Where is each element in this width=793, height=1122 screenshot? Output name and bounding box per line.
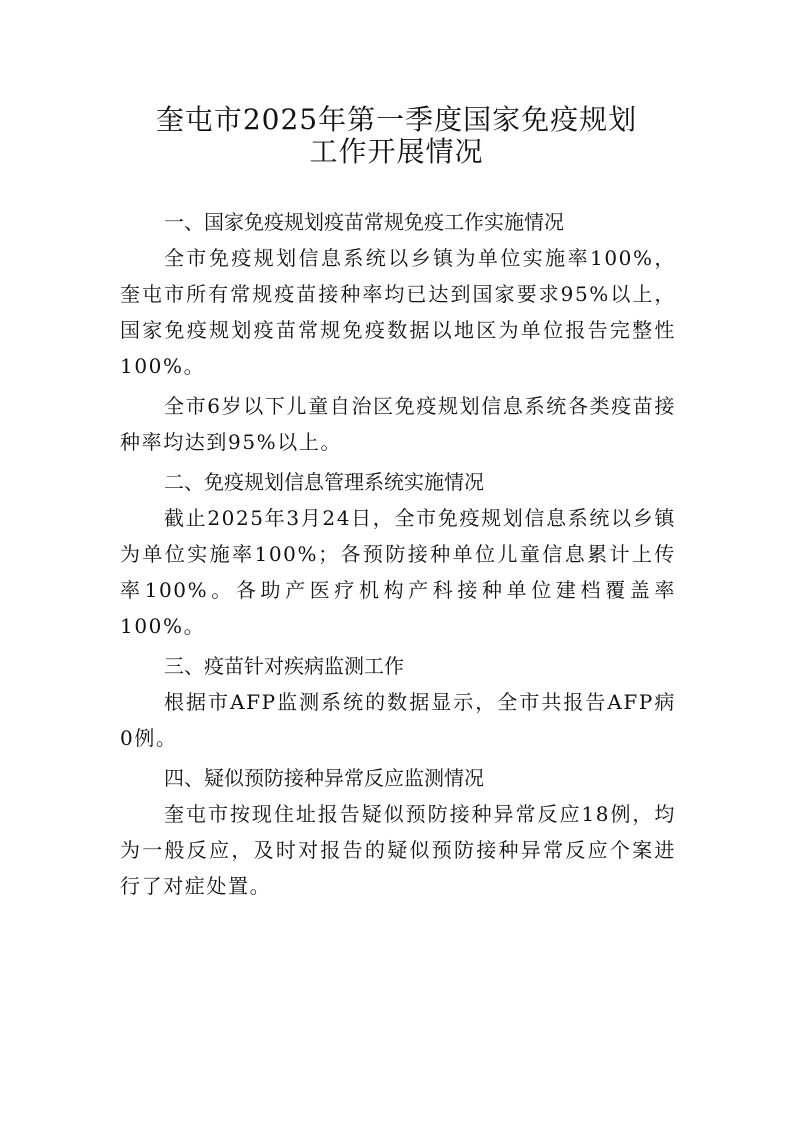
section-3 xyxy=(120,648,676,756)
section-2-paragraph-1: 截止2025年3月24日，全市免疫规划信息系统以乡镇为单位实施率100%；各预防接种单位儿童信息累计上传率100%。各助产医疗机构产科接种单位建档覆盖率100%。 xyxy=(120,506,676,638)
document-title-line-1: 奎屯市2025年第一季度国家免疫规划 xyxy=(155,103,638,136)
section-3-paragraph-1: 根据市AFP监测系统的数据显示，全市共报告AFP病0例。 xyxy=(120,690,676,750)
document-title-line-2: 工作开展情况 xyxy=(309,135,484,168)
section-4 xyxy=(120,760,676,904)
section-1 xyxy=(120,204,676,460)
section-1-heading: 一、国家免疫规划疫苗常规免疫工作实施情况 xyxy=(164,210,564,234)
section-2 xyxy=(120,464,676,644)
section-4-heading: 四、疑似预防接种异常反应监测情况 xyxy=(164,766,484,790)
section-1-paragraph-1: 全市免疫规划信息系统以乡镇为单位实施率100%，奎屯市所有常规疫苗接种率均已达到国家要求95%以上，国家免疫规划疫苗常规免疫数据以地区为单位报告完整性100%。 xyxy=(120,246,676,378)
document-body xyxy=(120,204,676,908)
section-1-paragraph-2: 全市6岁以下儿童自治区免疫规划信息系统各类疫苗接种率均达到95%以上。 xyxy=(120,394,676,454)
section-3-heading: 三、疫苗针对疾病监测工作 xyxy=(164,654,404,678)
section-2-heading: 二、免疫规划信息管理系统实施情况 xyxy=(164,470,484,494)
section-4-paragraph-1: 奎屯市按现住址报告疑似预防接种异常反应18例，均为一般反应，及时对报告的疑似预防接种异常反应个案进行了对症处置。 xyxy=(120,802,676,898)
